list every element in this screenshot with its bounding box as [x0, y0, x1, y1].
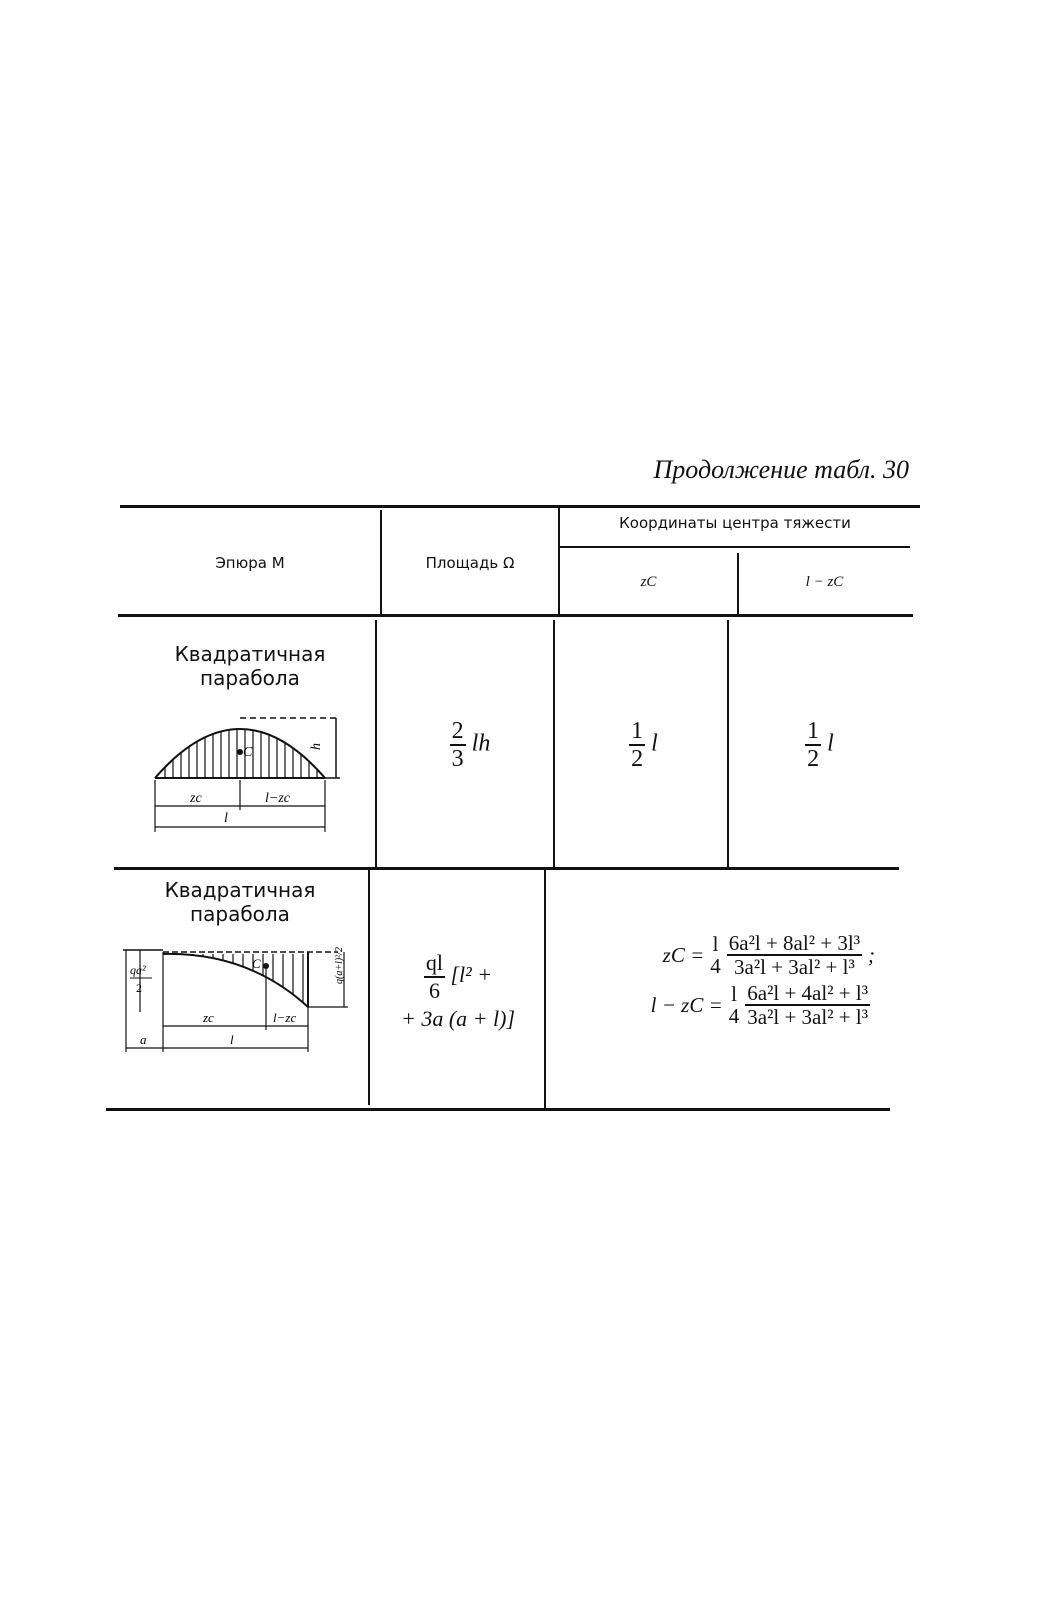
- row2-title: Квадратичная парабола: [164, 878, 316, 926]
- row1-parabola-diagram: [140, 700, 360, 840]
- row2-qa2-den: 2: [136, 981, 142, 995]
- row2-qa2-num: qa²: [130, 963, 146, 977]
- row2-area: $\frac{ql}{6}$ [l² + + 3a (a + l)]: [400, 950, 516, 1031]
- header-bottom-rule: [118, 614, 913, 617]
- row2-zc-formula: zC = l 4 $\frac{\text{6a²l + 8al² + 3l³}}{\text{3a²l + 3al² + l³}}$ ; l − zC = l 4 $\frac{\text{6a²l + 4al² + l³}}{\text{3a²l + 3al² + l³}}$: [650, 931, 875, 1029]
- col-divider-2-row2: [544, 870, 546, 1108]
- header-epure: [120, 554, 380, 572]
- row1-lzc-label: l−zc: [265, 791, 290, 806]
- row1-title: Квадратичная парабола: [174, 642, 326, 690]
- row2-a-label: a: [140, 1032, 147, 1047]
- row1-h-label: h: [309, 743, 324, 750]
- col-divider-1-row2: [368, 870, 370, 1105]
- header-coords-label: Координаты центра тяжести: [619, 514, 851, 532]
- header-zc-label: zC: [640, 574, 657, 590]
- bottom-rule: [106, 1108, 890, 1111]
- row1-zc: $\frac{1}{2}$ l: [631, 718, 658, 772]
- row2-parabola-diagram: [118, 942, 358, 1057]
- row1-c-label: C: [243, 745, 253, 760]
- top-rule: [120, 505, 920, 508]
- header-area: [382, 554, 558, 572]
- header-coords: [560, 514, 910, 532]
- col-divider-1-body: [375, 620, 377, 867]
- header-zc: [560, 574, 737, 591]
- row1-zc-label: zc: [190, 791, 202, 806]
- header-area-label: Площадь Ω: [425, 554, 515, 572]
- header-lzc-label: l − zC: [805, 574, 844, 590]
- row2-l-label: l: [230, 1032, 234, 1047]
- row2-c-label: C: [252, 956, 261, 971]
- row1-area: $\frac{2}{3}$ lh: [451, 718, 491, 772]
- row2-lzc-label: l−zc: [273, 1010, 297, 1025]
- row1-lzc: $\frac{1}{2}$ l: [807, 718, 834, 772]
- row-divider-rule: [114, 867, 899, 870]
- row1-l-label: l: [224, 811, 228, 826]
- coords-subheader-rule: [560, 546, 910, 548]
- header-epure-label: Эпюра M: [215, 554, 285, 572]
- row2-zc-label: zc: [203, 1010, 214, 1025]
- row2-right-label: q(a+l)²/2: [334, 947, 345, 984]
- header-lzc: [739, 574, 910, 591]
- table-caption: Продолжение табл. 30: [653, 455, 909, 484]
